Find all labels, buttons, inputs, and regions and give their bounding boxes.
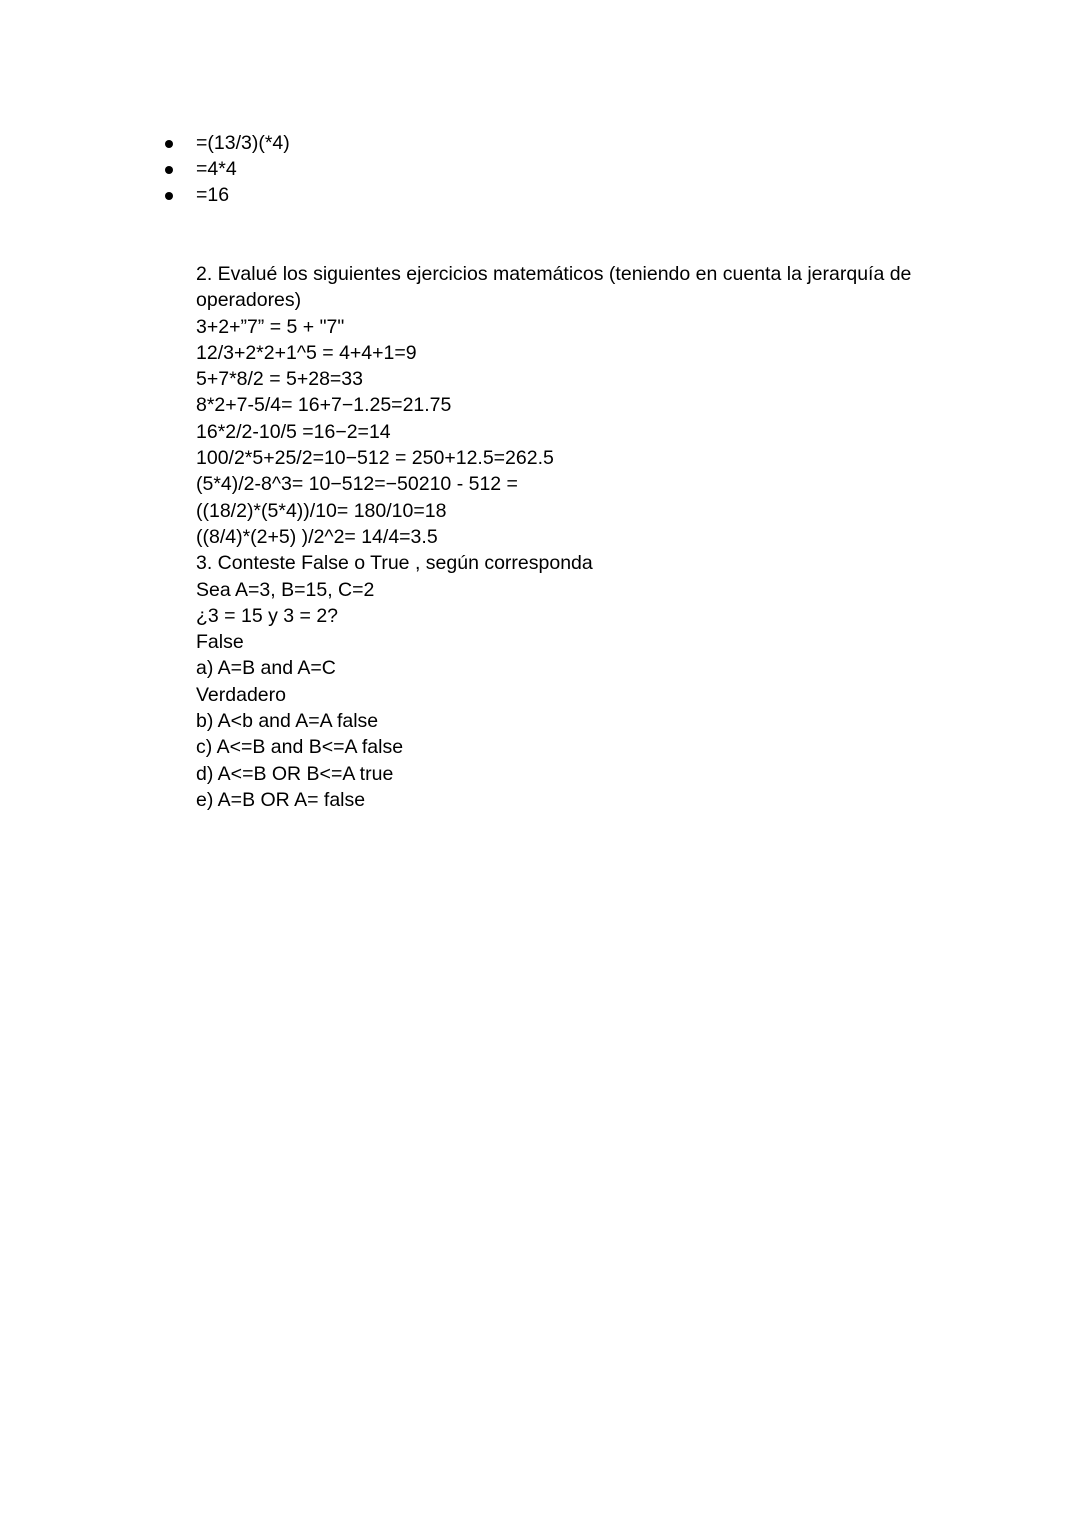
section-3-heading: 3. Conteste False o True , según corresponda: [196, 552, 593, 575]
exercise-content: [196, 261, 916, 813]
bullet-text: =4*4: [196, 158, 237, 180]
exercise-line: (5*4)/2-8^3= 10−512=−50210 - 512 =: [196, 473, 518, 496]
answer-line: c) A<=B and B<=A false: [196, 736, 404, 759]
exercise-line: 100/2*5+25/2=10−512 = 250+12.5=262.5: [196, 447, 554, 470]
exercise-line: 16*2/2-10/5 =16−2=14: [196, 420, 391, 443]
answer-line: a) A=B and A=C: [196, 657, 336, 680]
bullet-dot-icon: [165, 166, 173, 174]
bullet-text: =16: [196, 184, 230, 206]
bullet-item: [0, 182, 1080, 208]
exercise-line: 5+7*8/2 = 5+28=33: [196, 368, 363, 391]
answer-line: b) A<b and A=A false: [196, 710, 379, 733]
bullet-dot-icon: [165, 140, 173, 148]
answer-line: ¿3 = 15 y 3 = 2?: [196, 604, 339, 627]
bullet-item: [0, 130, 1080, 156]
exercise-line: 12/3+2*2+1^5 = 4+4+1=9: [196, 341, 417, 364]
answer-line: d) A<=B OR B<=A true: [196, 762, 394, 785]
bullet-item: [0, 156, 1080, 182]
bullet-dot-icon: [165, 192, 173, 200]
exercise-line: 8*2+7-5/4= 16+7−1.25=21.75: [196, 394, 452, 417]
bullet-text: =(13/3)(*4): [196, 132, 290, 154]
exercise-line: 3+2+”7” = 5 + "7": [196, 315, 345, 338]
section-2-heading: 2. Evalué los siguientes ejercicios matemáticos (teniendo en cuenta la jerarquía de operadores): [196, 263, 912, 312]
answer-line: False: [196, 631, 244, 654]
answer-line: Verdadero: [196, 683, 286, 706]
bullet-list: [0, 130, 1080, 208]
answer-line: Sea A=3, B=15, C=2: [196, 578, 375, 601]
answer-line: e) A=B OR A= false: [196, 788, 366, 811]
exercise-line: ((18/2)*(5*4))/10= 180/10=18: [196, 499, 447, 522]
exercise-line: ((8/4)*(2+5) )/2^2= 14/4=3.5: [196, 525, 438, 548]
